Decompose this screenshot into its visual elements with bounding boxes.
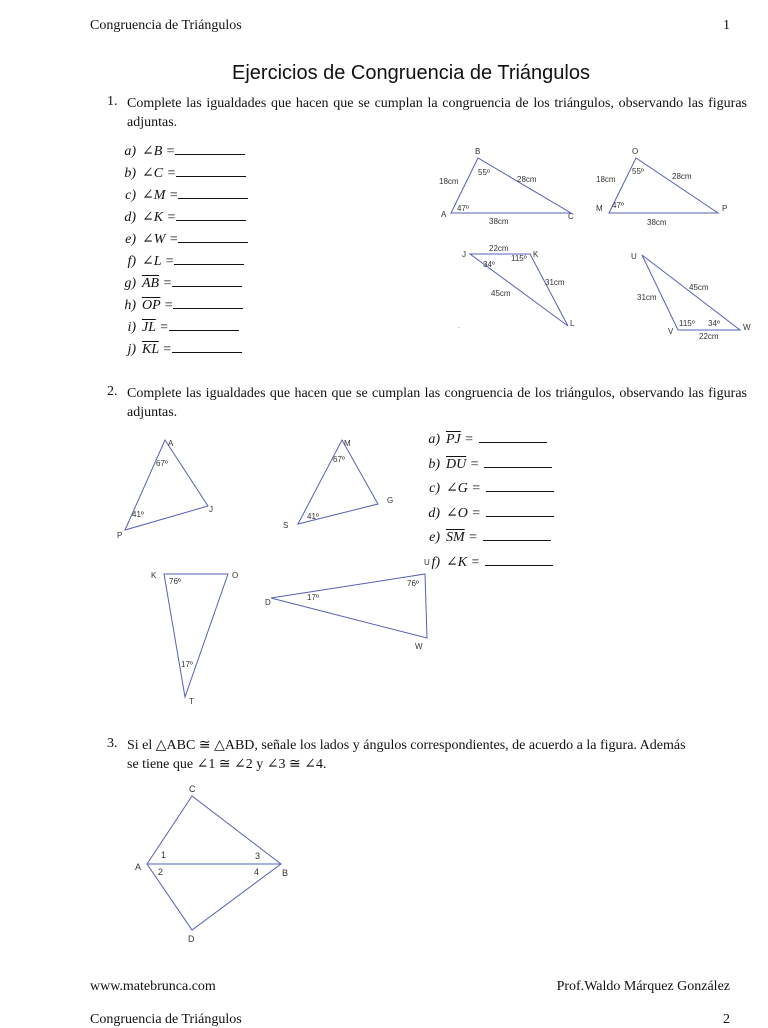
item-label: a) <box>124 144 136 159</box>
vertex-label: M <box>596 204 603 213</box>
item-equals: = <box>158 342 172 357</box>
page2-running-header-title: Congruencia de Triángulos <box>90 1012 242 1027</box>
side-label: 22cm <box>699 332 719 341</box>
item-equals: = <box>160 298 174 313</box>
angle-number: 2 <box>158 867 164 877</box>
vertex-label: C <box>568 212 574 221</box>
angle-label: 34º <box>483 260 495 269</box>
angle-label: 115º <box>679 319 695 328</box>
vertex-label: J <box>209 505 213 514</box>
q1-item-g <box>96 272 248 294</box>
vertex-label: D <box>265 598 271 607</box>
vertex-label: T <box>189 697 194 706</box>
vertex-label: D <box>188 934 195 944</box>
answer-blank[interactable] <box>486 502 554 517</box>
footer-website: www.matebrunca.com <box>90 979 216 994</box>
vertex-label: B <box>282 868 289 878</box>
vertex-label: L <box>570 319 575 328</box>
item-expression: $\overline{AB}$ <box>142 276 160 291</box>
vertex-label: C <box>189 784 196 794</box>
vertex-label: W <box>743 323 751 332</box>
page2-page-number: 2 <box>723 1012 730 1027</box>
answer-blank[interactable] <box>485 551 553 566</box>
question-number: 2. <box>107 384 118 399</box>
answer-blank[interactable] <box>176 206 246 221</box>
item-expression: $\overline{DU}$ <box>446 456 467 472</box>
item-label: g) <box>124 276 136 291</box>
vertex-label: U <box>424 558 430 567</box>
vertex-label: M <box>344 439 351 448</box>
angle-label: 115º <box>511 254 527 263</box>
side-label: 38cm <box>489 217 509 226</box>
question-number: 1. <box>107 94 118 109</box>
answer-blank[interactable] <box>175 140 245 155</box>
question-text-line: se tiene que ∠1 ≅ ∠2 y ∠3 ≅ ∠4. <box>127 757 327 772</box>
triangle-abc <box>439 147 574 226</box>
question-text: Complete las igualdades que hacen que se cumplan las congruencia de los triángulos, observando las figuras adjuntas. <box>127 386 747 420</box>
vertex-label: K <box>533 250 539 259</box>
answer-blank[interactable] <box>483 526 551 541</box>
item-label: c) <box>125 188 136 203</box>
question-text-line: Si el △ABC ≅ △ABD, señale los lados y ángulos correspondientes, de acuerdo a la figura. Además <box>127 738 686 753</box>
answer-blank[interactable] <box>484 453 552 468</box>
triangle-apj <box>117 439 213 540</box>
item-expression: $\overline{SM}$ <box>446 530 465 545</box>
footer-author: Prof.Waldo Márquez González <box>556 979 730 994</box>
side-label: 45cm <box>689 283 709 292</box>
answer-blank[interactable] <box>178 184 248 199</box>
answer-blank[interactable] <box>169 316 239 331</box>
q1-item-h <box>96 294 248 316</box>
q1-item-c <box>96 184 248 206</box>
vertex-label: J <box>462 250 466 259</box>
vertex-label: V <box>668 327 674 336</box>
q1-item-j <box>96 338 248 360</box>
angle-label: 76º <box>407 579 419 588</box>
vertex-label: A <box>168 439 174 448</box>
item-expression: ∠G = <box>446 481 481 496</box>
item-expression: $\overline{PJ}$ <box>446 432 461 447</box>
answer-blank[interactable] <box>173 294 243 309</box>
angle-label: 55º <box>478 168 490 177</box>
item-label: j) <box>127 342 136 357</box>
item-equals: = <box>466 456 480 472</box>
item-equals: = <box>464 530 478 545</box>
item-expression: ∠L = <box>142 254 175 269</box>
side-label: 45cm <box>491 289 511 298</box>
item-expression: ∠W = <box>142 232 179 247</box>
vertex-label: K <box>151 571 157 580</box>
angle-label: 67º <box>333 455 345 464</box>
q1-answer-list <box>96 140 248 360</box>
item-label: d) <box>124 210 136 225</box>
item-label: b) <box>428 456 440 472</box>
side-label: 28cm <box>517 175 537 184</box>
triangle-msg <box>283 439 393 530</box>
item-label: h) <box>124 298 136 313</box>
item-label: e) <box>125 232 136 247</box>
angle-label: 34º <box>708 319 720 328</box>
vertex-label: U <box>631 252 637 261</box>
item-expression: ∠K = <box>446 554 481 570</box>
vertex-label: O <box>232 571 239 580</box>
item-expression: ∠K = <box>142 210 177 225</box>
side-label: 18cm <box>596 175 616 184</box>
item-expression: ∠M = <box>142 188 179 203</box>
answer-blank[interactable] <box>172 272 242 287</box>
item-label: c) <box>429 481 440 496</box>
angle-label: 17º <box>307 593 319 602</box>
item-expression: $\overline{KL}$ <box>142 342 159 357</box>
triangle-uvw <box>631 252 751 341</box>
angle-number: 3 <box>255 851 261 861</box>
q1-item-d <box>96 206 248 228</box>
triangle-duw <box>265 558 430 651</box>
page-title: Ejercicios de Congruencia de Triángulos <box>232 62 590 84</box>
side-label: 18cm <box>439 177 459 186</box>
answer-blank[interactable] <box>176 162 246 177</box>
answer-blank[interactable] <box>479 428 547 443</box>
answer-blank[interactable] <box>172 338 242 353</box>
q1-item-e <box>96 228 248 250</box>
side-label: 31cm <box>637 293 657 302</box>
q1-triangles-figure <box>425 140 755 350</box>
question-number: 3. <box>107 736 118 751</box>
vertex-label: A <box>135 862 142 872</box>
item-expression: ∠B = <box>142 144 176 159</box>
quadrilateral-acbd <box>147 796 281 930</box>
vertex-label: G <box>387 496 394 505</box>
vertex-label: O <box>632 147 639 156</box>
answer-blank[interactable] <box>178 228 248 243</box>
q1-item-f <box>96 250 248 272</box>
side-label: 31cm <box>545 278 565 287</box>
side-label: 28cm <box>672 172 692 181</box>
q2-triangles-figure <box>105 432 435 712</box>
item-label: e) <box>429 530 440 545</box>
angle-label: 76º <box>169 577 181 586</box>
triangle-jkl <box>458 244 575 330</box>
angle-label: 41º <box>132 510 144 519</box>
vertex-label: S <box>283 521 289 530</box>
vertex-label: B <box>475 147 481 156</box>
answer-blank[interactable] <box>174 250 244 265</box>
triangle-kot <box>151 571 238 706</box>
triangle-mop <box>596 147 727 227</box>
side-label: 22cm <box>489 244 509 253</box>
vertex-label: P <box>722 204 728 213</box>
item-label: d) <box>428 505 440 521</box>
item-expression: ∠C = <box>142 166 177 181</box>
item-label: f) <box>431 554 440 570</box>
running-header-title: Congruencia de Triángulos <box>90 18 242 33</box>
q3-figure <box>125 780 305 950</box>
stray-dot: . <box>458 324 460 330</box>
angle-label: 67º <box>156 459 168 468</box>
angle-number: 1 <box>161 850 167 860</box>
item-equals: = <box>155 320 169 335</box>
angle-label: 41º <box>307 512 319 521</box>
angle-label: 17º <box>181 660 193 669</box>
item-label: f) <box>127 254 136 269</box>
angle-label: 47º <box>457 204 469 213</box>
vertex-label: W <box>415 642 423 651</box>
item-label: b) <box>124 166 136 181</box>
q1-item-b <box>96 162 248 184</box>
angle-number: 4 <box>254 867 260 877</box>
side-label: 38cm <box>647 218 667 227</box>
q1-item-a <box>96 140 248 162</box>
question-text <box>127 736 747 774</box>
answer-blank[interactable] <box>486 477 554 492</box>
item-label: i) <box>127 320 136 335</box>
item-expression: ∠O = <box>446 505 481 521</box>
item-label: a) <box>428 432 440 447</box>
item-expression: $\overline{JL}$ <box>142 320 156 335</box>
item-equals: = <box>159 276 173 291</box>
vertex-label: P <box>117 531 123 540</box>
angle-label: 47º <box>612 201 624 210</box>
item-equals: = <box>460 432 474 447</box>
q1-item-i <box>96 316 248 338</box>
vertex-label: A <box>441 210 447 219</box>
page-number: 1 <box>723 18 730 33</box>
question-text: Complete las igualdades que hacen que se cumplan la congruencia de los triángulos, observando las figuras adjuntas. <box>127 96 747 130</box>
angle-label: 55º <box>632 167 644 176</box>
item-expression: $\overline{OP}$ <box>142 298 161 313</box>
